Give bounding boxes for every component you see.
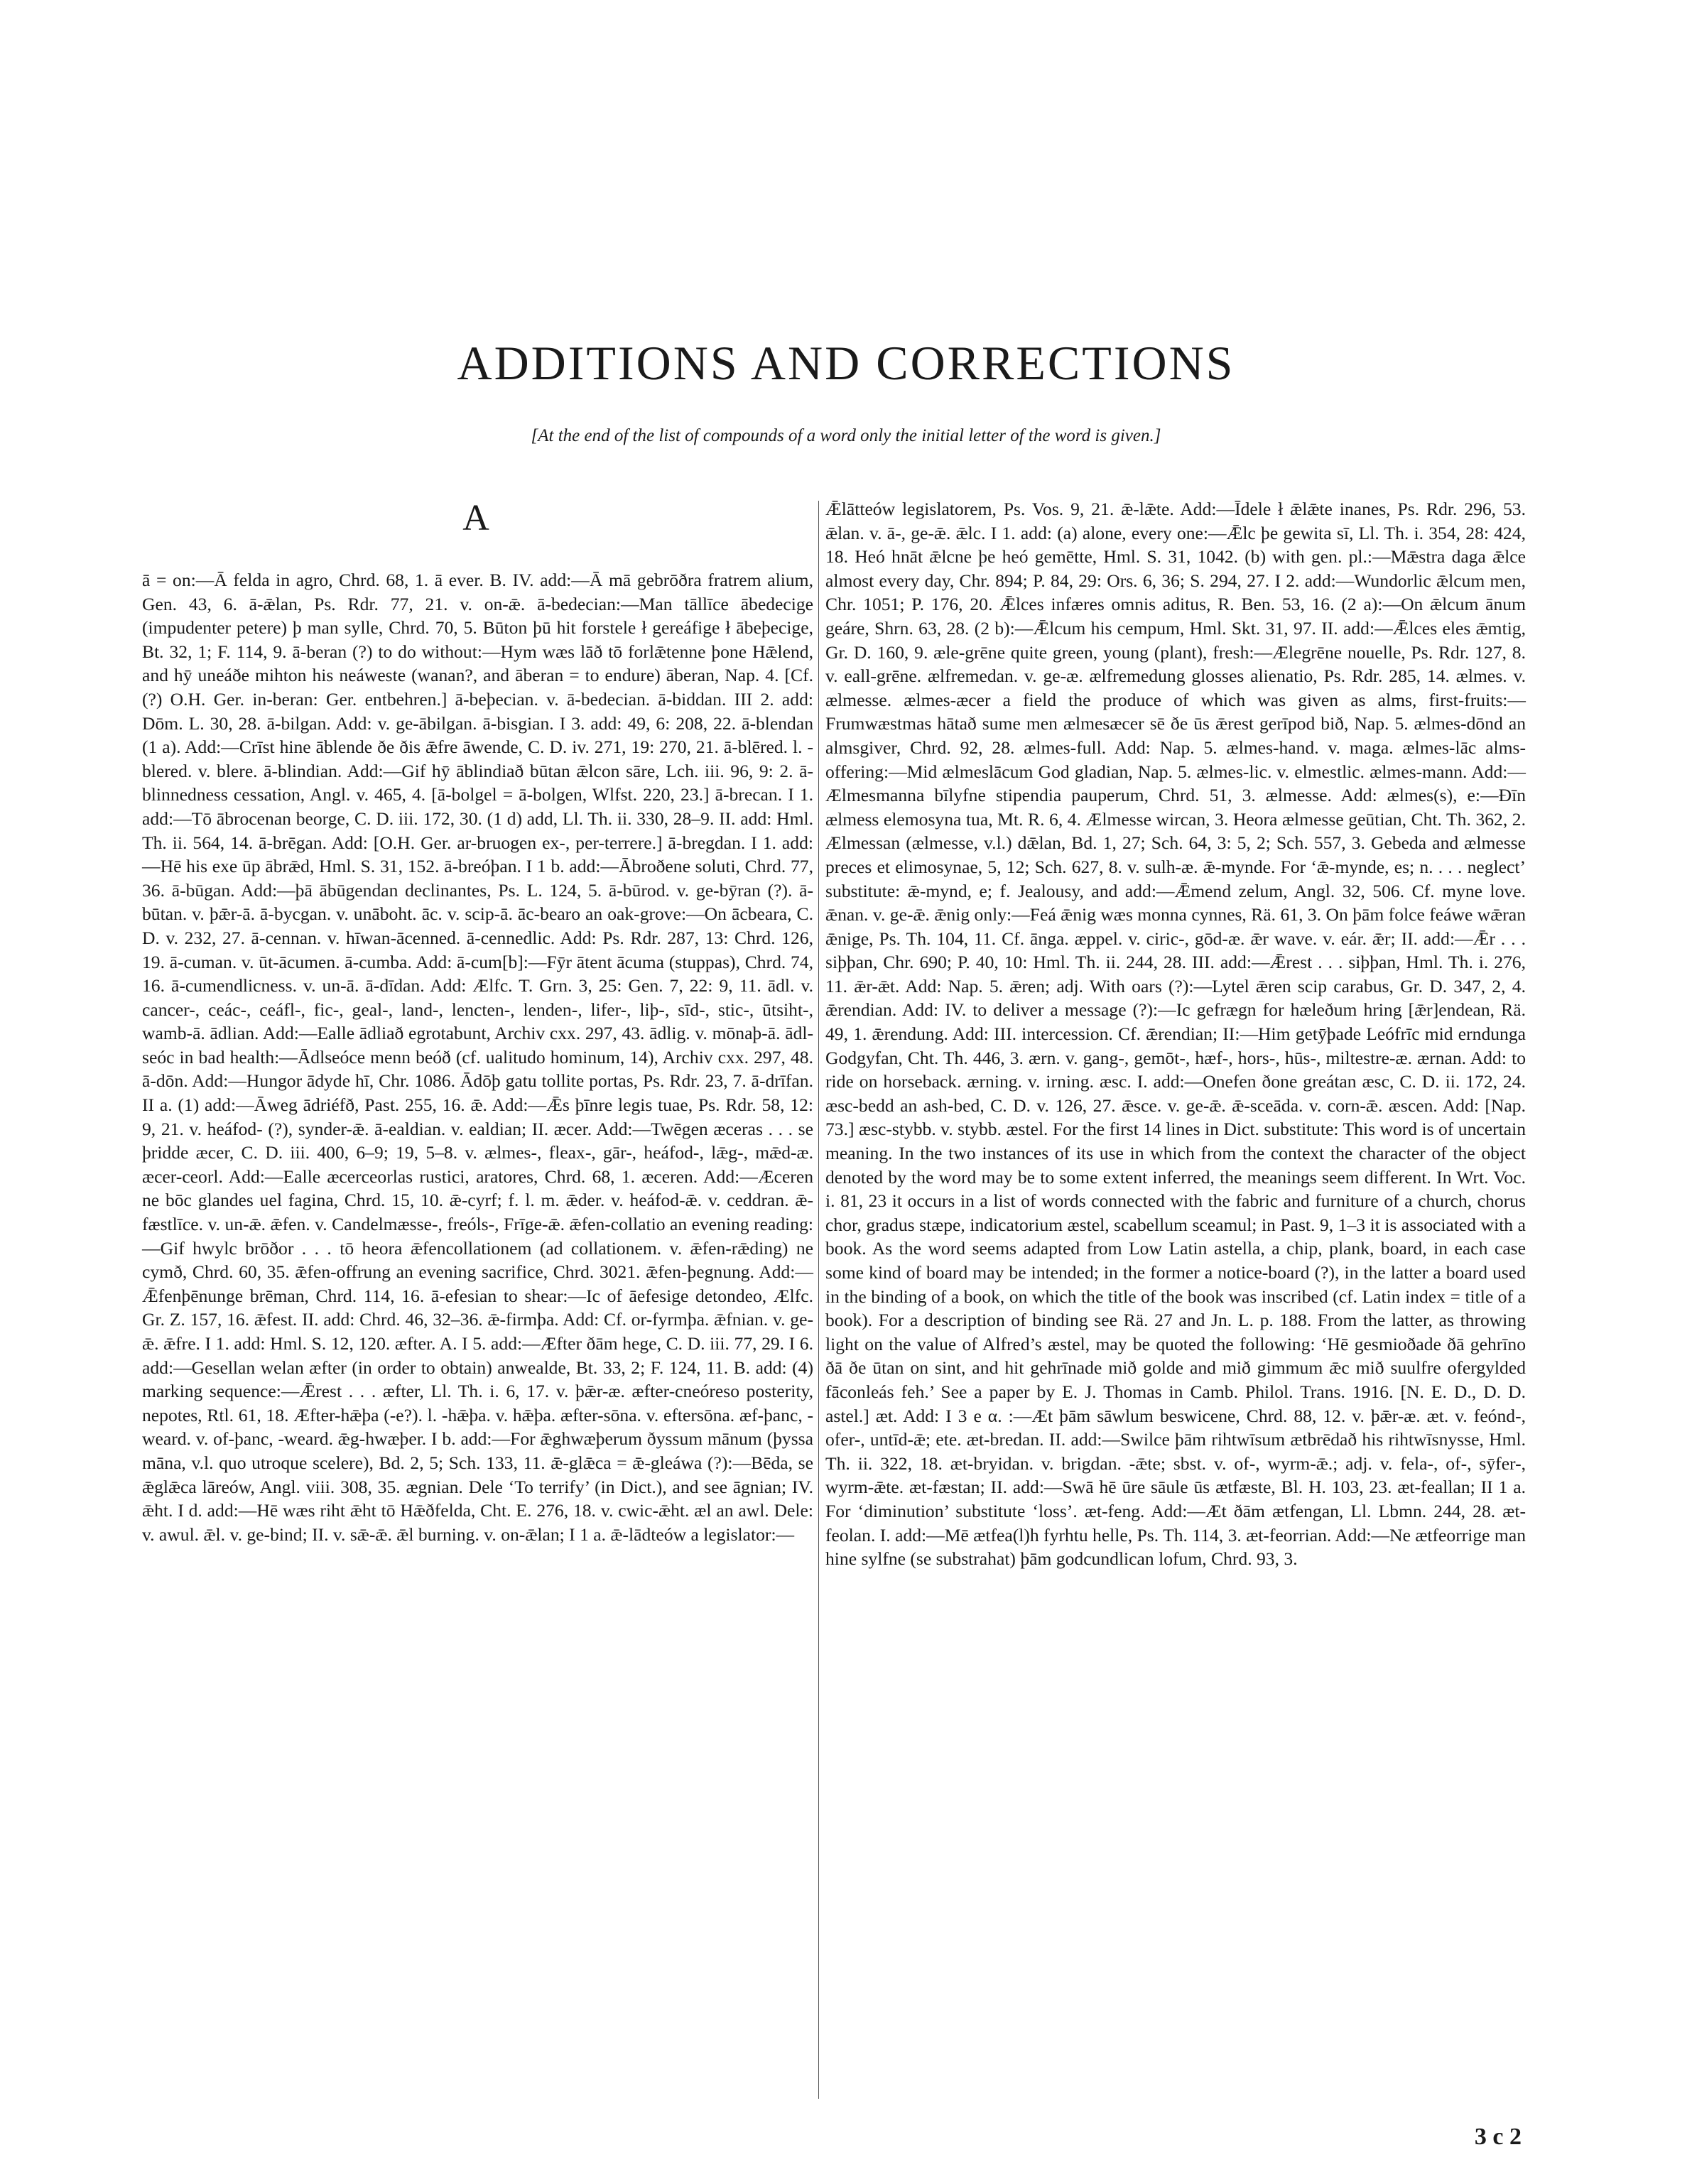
column-divider (818, 501, 819, 2099)
left-column-text: ā = on:—Ā felda in agro, Chrd. 68, 1. ā ever. B. IV. add:—Ā mā gebrōðra fratrem alium, Gen. 43, 6. ā-ǣlan, Ps. Rdr. 77, 21. v. on-ǣ. ā-bedecian:—Man tāllīce ābedecige (impudenter petere) þ man sylle, Chrd. 70, 5. Būton þū hit forstele ł gereáfige ł ābeþecige, Bt. 32, 1; F. 114, 9. ā-beran (?) to do without:—Hym wæs lāð tō forlǣtenne þone Hǣlend, and hȳ uneáðe mihton his neáweste (wanan?, and āberan = to endure) āberan, Nap. 4. [Cf. (?) O.H. Ger. in-beran: Ger. entbehren.] ā-beþecian. v. ā-bedecian. ā-biddan. III 2. add: Dōm. L. 30, 28. ā-bilgan. Add: v. ge-ābilgan. ā-bisgian. I 3. add: 49, 6: 208, 22. ā-blendan (1 a). Add:—Crīst hine āblende ðe ðis ǣfre āwende, C. D. iv. 271, 19: 270, 21. ā-blēred. l. -blered. v. blere. ā-blindian. Add:—Gif hȳ āblindiað būtan ǣlcon sāre, Lch. iii. 96, 9: 2. ā-blinnedness cessation, Angl. v. 465, 4. [ā-bolgel = ā-bolgen, Wlfst. 220, 23.] ā-brecan. I 1. add:—Tō ābrocenan beorge, C. D. iii. 172, 30. (1 d) add, Ll. Th. ii. 330, 28–9. II. add: Hml. Th. ii. 564, 14. ā-brēgan. Add: [O.H. Ger. ar-bruogen ex-, per-terrere.] ā-bregdan. I 1. add:—Hē his exe ūp ābrǣd, Hml. S. 31, 152. ā-breóþan. I 1 b. add:—Ābroðene soluti, Chrd. 77, 36. ā-būgan. Add:—þā ābūgendan declinantes, Ps. L. 124, 5. ā-būrod. v. ge-bȳran (?). ā-būtan. v. þǣr-ā. ā-bycgan. v. unāboht. āc. v. scip-ā. āc-bearo an oak-grove:—On ācbeara, C. D. v. 232, 27. ā-cennan. v. hīwan-ācenned. ā-cennedlic. Add: Ps. Rdr. 287, 13: Chrd. 126, 19. ā-cuman. v. ūt-ācumen. ā-cumba. Add: ā-cum[b]:—Fȳr ātent ācuma (stuppas), Chrd. 74, 16. ā-cumendlicness. v. un-ā. ā-dīdan. Add: Ælfc. T. Grn. 3, 25: Gen. 7, 22: 9, 11. ādl. v. cancer-, ceác-, ceáfl-, fic-, geal-, land-, lencten-, lenden-, lifer-, liþ-, sīd-, stic-, ūtsiht-, wamb-ā. ādlian. Add:—Ealle ādliað egrotabunt, Archiv cxx. 297, 43. ādlig. v. mōnaþ-ā. ādl-seóc in bad health:—Ādlseóce menn beóð (cf. ualitudo hominum, 14), Archiv cxx. 297, 48. ā-dōn. Add:—Hungor ādyde hī, Chr. 1086. Ādōþ gatu tollite portas, Ps. Rdr. 23, 7. ā-drīfan. II a. (1) add:—Āweg ādriéfð, Past. 255, 16. ǣ. Add:—Ǣs þīnre legis tuae, Ps. Rdr. 58, 12: 9, 21. v. heáfod- (?), synder-ǣ. ā-ealdian. v. ealdian; II. æcer. Add:—Twēgen æceras . . . se þridde æcer, C. D. iii. 400, 6–9; 19, 5–8. v. ælmes-, fleax-, gār-, heáfod-, lǣg-, mǣd-æ. æcer-ceorl. Add:—Ealle æcerceorlas rustici, aratores, Chrd. 68, 1. æceren. Add:—Æceren ne bōc glandes uel fagina, Chrd. 15, 10. ǣ-cyrf; f. l. m. ǣder. v. heáfod-ǣ. v. ceddran. ǣ-fæstlīce. v. un-ǣ. ǣfen. v. Candelmæsse-, freóls-, Frīge-ǣ. ǣfen-collatio an evening reading:—Gif hwylc brōðor . . . tō heora ǣfencollationem (ad collationem. v. ǣfen-rǣding) ne cymð, Chrd. 60, 35. ǣfen-offrung an evening sacrifice, Chrd. 3021. ǣfen-þegnung. Add:—Ǣfenþēnunge brēman, Chrd. 114, 16. ā-efesian to shear:—Ic of āefesige detondeo, Ælfc. Gr. Z. 157, 16. ǣfest. II. add: Chrd. 46, 32–36. ǣ-firmþa. Add: Cf. or-fyrmþa. ǣfnian. v. ge-ǣ. ǣfre. I 1. add: Hml. S. 12, 120. æfter. A. I 5. add:—Æfter ðām hege, C. D. iii. 77, 29. I 6. add:—Gesellan welan æfter (in order to obtain) anwealde, Bt. 33, 2; F. 124, 11. B. add: (4) marking sequence:—Ǣrest . . . æfter, Ll. Th. i. 6, 17. v. þǣr-æ. æfter-cneóreso posterity, nepotes, Rtl. 61, 18. Æfter-hǣþa (-e?). l. -hǣþa. v. hǣþa. æfter-sōna. v. eftersōna. æf-þanc, -weard. v. of-þanc, -weard. ǣg-hwæþer. I b. add:—For ǣghwæþerum ðyssum mānum (þyssa māna, v.l. quo utroque scelere), Bd. 2, 5; Sch. 133, 11. ǣ-glǣca = ǣ-gleáwa (?):—Bēda, se ǣglǣca lāreów, Angl. viii. 308, 35. ægnian. Dele ‘To terrify’ (in Dict.), and see āgnian; IV. ǣht. I d. add:—Hē wæs riht ǣht tō Hǣðfelda, Cht. E. 276, 18. v. cwic-ǣht. æl an awl. Dele: v. awul. ǣl. v. ge-bind; II. v. sǣ-ǣ. ǣl burning. v. on-ǣlan; I 1 a. ǣ-lādteów a legislator:— (142, 570, 813, 1545)
page-title: ADDITIONS AND CORRECTIONS (457, 336, 1235, 390)
signature-mark: 3 c 2 (1474, 2124, 1522, 2150)
section-letter: A (462, 498, 489, 538)
page-subtitle: [At the end of the list of compounds of a word only the initial letter of the word is given.] (531, 426, 1161, 445)
left-column (142, 568, 813, 1546)
right-column-text: Ǣlātteów legislatorem, Ps. Vos. 9, 21. ǣ-lǣte. Add:—Īdele ł ǣlǣte inanes, Ps. Rdr. 296, 53. ǣlan. v. ā-, ge-ǣ. ǣlc. I 1. add: (a) alone, every one:—Ǣlc þe gewita sī, Ll. Th. i. 354, 28: 424, 18. Heó hnāt ǣlcne þe heó gemētte, Hml. S. 31, 1042. (b) with gen. pl.:—Mǣstra daga ǣlce almost every day, Chr. 894; P. 84, 29: Ors. 6, 36; S. 294, 27. I 2. add:—Wundorlic ǣlcum men, Chr. 1051; P. 176, 20. Ǣlces infæres omnis aditus, R. Ben. 53, 16. (2 a):—On ǣlcum ānum geáre, Shrn. 63, 28. (2 b):—Ǣlcum his cempum, Hml. Skt. 31, 97. II. add:—Ǣlces eles ǣmtig, Gr. D. 160, 9. æle-grēne quite green, young (plant), fresh:—Ælegrēne nouelle, Ps. Rdr. 127, 8. v. eall-grēne. ælfremedan. v. ge-æ. ælfremedung glosses alienatio, Ps. Rdr. 285, 14. ælmes. v. ælmesse. ælmes-æcer a field the produce of which was given as alms, first-fruits:—Frumwæstmas hātað sume men ælmesæcer sē ðe ūs ǣrest gerīpod bið, Nap. 5. ælmes-dōnd an almsgiver, Chrd. 92, 28. ælmes-full. Add: Nap. 5. ælmes-hand. v. maga. ælmes-lāc alms-offering:—Mid ælmeslācum God gladian, Nap. 5. ælmes-lic. v. elmestlic. ælmes-mann. Add:—Ælmesmanna bīlyfne stipendia pauperum, Chrd. 51, 3. ælmesse. Add: ælmes(s), e:—Ðīn ælmess elemosyna tua, Mt. R. 6, 4. Ælmesse wircan, 3. Heora ælmesse geūtian, Cht. Th. 362, 2. Ælmessan (ælmesse, v.l.) dǣlan, Bd. 1, 27; Sch. 64, 3: 5, 2; Sch. 557, 3. Gebeda and ælmesse preces et elimosynae, 5, 12; Sch. 627, 8. v. sulh-æ. ǣ-mynde. For ‘ǣ-mynde, es; n. . . . neglect’ substitute: ǣ-mynd, e; f. Jealousy, and add:—Ǣmend zelum, Angl. 32, 506. Cf. myne love. ǣnan. v. ge-ǣ. ǣnig only:—Feá ǣnig wæs monna cynnes, Rä. 61, 3. On þām folce feáwe wǣran ǣnige, Ps. Th. 104, 11. Cf. ānga. æppel. v. ciric-, gōd-æ. ǣr wave. v. eár. ǣr; II. add:—Ǣr . . . siþþan, Chr. 690; P. 40, 10: Hml. Th. ii. 244, 28. III. add:—Ǣrest . . . siþþan, Hml. Th. i. 276, 11. ǣr-ǣt. Add: Nap. 5. ǣren; adj. With oars (?):—Lytel ǣren scip carabus, Gr. D. 347, 2, 4. ǣrendian. Add: IV. to deliver a message (?):—Ic gefrægn for hæleðum hring [ǣr]endean, Rä. 49, 1. ǣrendung. Add: III. intercession. Cf. ǣrendian; II:—Him getȳþade Leófrīc mid erndunga Godgyfan, Cht. Th. 446, 3. ærn. v. gang-, gemōt-, hæf-, hors-, hūs-, miltestre-æ. ærnan. Add: to ride on horseback. ærning. v. irning. æsc. I. add:—Onefen ðone greátan æsc, C. D. ii. 172, 24. æsc-bedd an ash-bed, C. D. v. 126, 27. ǣsce. v. ge-ǣ. ǣ-sceāda. v. corn-ǣ. æscen. Add: [Nap. 73.] æsc-stybb. v. stybb. æstel. For the first 14 lines in Dict. substitute: This word is of uncertain meaning. In the two instances of its use in which from the context the character of the object denoted by the word may be to some extent inferred, the meanings seem different. In Wrt. Voc. i. 81, 23 it occurs in a list of words connected with the fabric and furniture of a church, chorus chor, gradus stæpe, indicatorium æstel, scabellum sceamul; in Past. 9, 1–3 it is associated with a book. As the word seems adapted from Low Latin astella, a chip, plank, board, in each case some kind of board may be intended; in the former a notice-board (?), in the latter a board used in the binding of a book, on which the title of the book was inscribed (cf. Latin index = title of a book). For a description of binding see Rä. 27 and Jn. L. p. 188. From the latter, as throwing light on the value of Alfred’s æstel, may be quoted the following: ‘Hē gesmioðade ðā gehrīno ðā ðe ūtan on sint, and hit gehrīnade mið golde and mið gimmum ǣc mið suulfre ofergylded fāconleás feh.’ See a paper by E. J. Thomas in Camb. Philol. Trans. 1916. [N. E. D., D. D. astel.] æt. Add: I 3 e α. :—Æt þām sāwlum beswicene, Chrd. 88, 12. v. þǣr-æ. æt. v. feónd-, ofer-, untīd-ǣ; ete. æt-bredan. II. add:—Swilce þām rihtwīsum ætbrēdað his rihtwīsnysse, Hml. Th. ii. 322, 18. æt-bryidan. v. brigdan. -ǣte; sbst. v. of-, wyrm-ǣ.; adj. v. fela-, of-, sȳfer-, wyrm-ǣte. æt-fæstan; II. add:—Swā hē ūre sāule ūs ætfæste, Bl. H. 103, 23. æt-feallan; II 1 a. For ‘diminution’ substitute ‘loss’. æt-feng. Add:—Æt ðām ætfengan, Ll. Lbmn. 244, 28. æt-feolan. I. add:—Mē ætfea(l)h fyrhtu helle, Ps. Th. 114, 3. æt-feorrian. Add:—Ne ætfeorrige man hine sylfne (se substrahat) þām godcundlican lofum, Chrd. 93, 3. (825, 499, 1526, 1570)
right-column (825, 497, 1526, 1571)
